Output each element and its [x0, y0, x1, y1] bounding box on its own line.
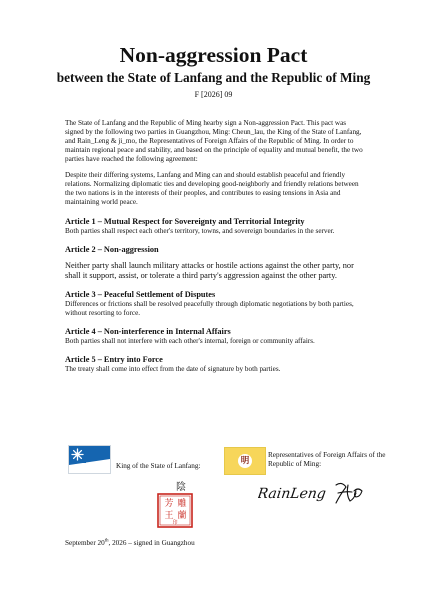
lanfang-signatory-label: King of the State of Lanfang: [116, 462, 201, 470]
date-prefix: September 20 [65, 539, 105, 547]
lanfang-flag [68, 445, 111, 474]
date-suffix: , 2026 – signed in Guangzhou [108, 539, 195, 547]
seal-char: 印 [172, 520, 178, 526]
ming-signatory-label: Representatives of Foreign Affairs of the Republic of Ming: [268, 451, 386, 468]
seal-char: 雕 [177, 499, 187, 509]
signature-rainleng: RainLeng [258, 486, 327, 502]
seal-graphic [148, 480, 198, 530]
article-4-text: Both parties shall not interfere with each other's internal, foreign or community affairs. [65, 336, 315, 345]
article-3-title: Article 3 – Peaceful Settlement of Disputes [65, 289, 216, 299]
seal-char: 芳 [164, 499, 174, 509]
date-ordinal: th [104, 538, 109, 544]
ming-flag [224, 447, 266, 475]
seal-char: 蘭 [177, 511, 187, 521]
article-3-text: Differences or frictions shall be resolved peacefully through diplomatic negotiations by both parties, without resorting to force. [65, 299, 354, 317]
article-1-text: Both parties shall respect each other's territory, towns, and sovereign boundaries in the server. [65, 226, 335, 235]
article-2-text: Neither party shall launch military attacks or hostile actions against the other party, nor shall it support, assist, or tolerate a third party's aggression against the other party. [65, 260, 354, 280]
preamble-paragraph: The State of Lanfang and the Republic of Ming hearby sign a Non-aggression Pact. This pact was signed by the following two parties in Guangzhou, Ming: Cheun_lau, the King of the State of Lanfang, and Rain_Leng & ji_mo, the Representatives of Foreign Affairs of the Republic of Ming. In order to maintain regional peace and stability, and based on the principle of equality and mutual benefit, the two parties have reached the following agreement: [65, 119, 363, 163]
document-number: F [2026] 09 [194, 90, 233, 99]
article-4-title: Article 4 – Non-interference in Internal Affairs [65, 326, 231, 336]
article-5-text: The treaty shall come into effect from the date of signature by both parties. [65, 364, 281, 373]
lanfang-king-seal [148, 480, 198, 530]
handwritten-signature [258, 477, 368, 507]
article-1-title: Article 1 – Mutual Respect for Sovereignty and Territorial Integrity [65, 216, 305, 226]
article-2-title: Article 2 – Non-aggression [65, 244, 159, 254]
signing-date-location [65, 539, 195, 548]
seal-char: 王 [164, 511, 174, 521]
article-5-title: Article 5 – Entry into Force [65, 354, 163, 364]
lanfang-flag-graphic [69, 446, 110, 473]
document-body [65, 119, 366, 374]
ming-flag-emblem: 明 [238, 454, 252, 468]
seal-char-top: 陰 [176, 482, 186, 493]
preamble-paragraph: Despite their differing systems, Lanfang and Ming can and should establish peaceful and friendly relations. Normalizing diplomatic ties and developing good-neighborly and friendly relations between the two nations is in the interests of their peoples, and contributes to easing tensions in Asia and maintaining world peace. [65, 170, 359, 206]
ming-representatives-signature [258, 477, 368, 507]
document-subtitle: between the State of Lanfang and the Republic of Ming [56, 70, 371, 85]
document-title: Non-aggression Pact [119, 43, 308, 67]
